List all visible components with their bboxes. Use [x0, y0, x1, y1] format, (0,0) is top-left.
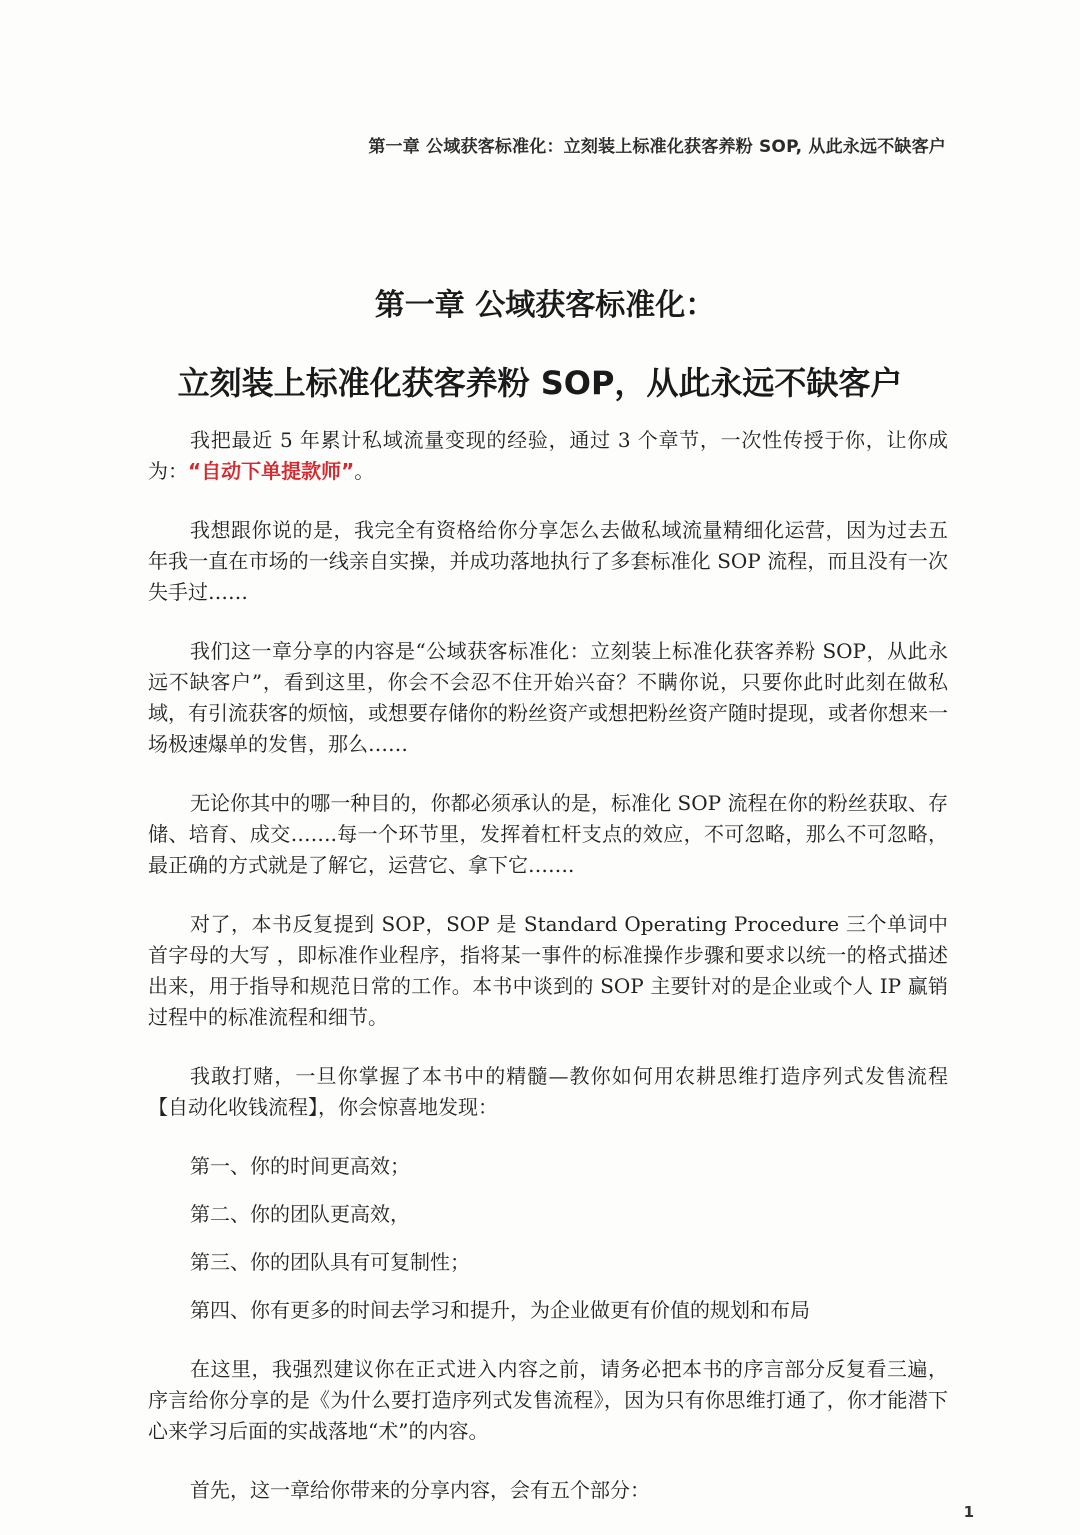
list-item: 第四、你有更多的时间去学习和提升，为企业做更有价值的规划和布局	[190, 1298, 810, 1322]
chapter-title-line1: 第一章 公域获客标准化：	[374, 288, 716, 323]
list-item: 第二、你的团队更高效，	[190, 1202, 410, 1226]
paragraph-sop-importance: 无论你其中的哪一种目的，你都必须承认的是，标准化 SOP 流程在你的粉丝获取、存储、培育、成交…….每一个环节里，发挥着杠杆支点的效应，不可忽略，那么不可忽略，最正确的方式就是了解它，运营它、拿下它…….	[148, 791, 948, 877]
paragraph-sop-definition: 对了，本书反复提到 SOP，SOP 是 Standard Operating Procedure 三个单词中首字母的大写 ，即标准作业程序，指将某一事件的标准操作步骤和要求以统一的格式描述出来，用于指导和规范日常的工作。本书中谈到的 SOP 主要针对的是企业或个人 IP 赢销过程中的标准流程和细节。	[148, 912, 948, 1029]
paragraph-bet: 我敢打赌，一旦你掌握了本书中的精髓—教你如何用农耕思维打造序列式发售流程【自动化收钱流程】，你会惊喜地发现：	[148, 1064, 948, 1119]
paragraph-qualification: 我想跟你说的是，我完全有资格给你分享怎么去做私域流量精细化运营，因为过去五年我一直在市场的一线亲自实操，并成功落地执行了多套标准化 SOP 流程，而且没有一次失手过……	[148, 518, 948, 604]
list-item: 第一、你的时间更高效；	[190, 1154, 410, 1178]
paragraph-recommendation: 在这里，我强烈建议你在正式进入内容之前，请务必把本书的序言部分反复看三遍，序言给你分享的是《为什么要打造序列式发售流程》，因为只有你思维打通了，你才能潜下心来学习后面的实战落地“术”的内容。	[148, 1357, 948, 1443]
body-text	[148, 425, 948, 1534]
chapter-title-line2: 立刻装上标准化获客养粉 SOP，从此永远不缺客户	[177, 364, 903, 402]
running-header: 第一章 公域获客标准化：立刻装上标准化获客养粉 SOP, 从此永远不缺客户	[368, 137, 946, 157]
highlight-phrase: “自动下单提款师”	[188, 459, 355, 483]
paragraph-intro-end: 。	[354, 459, 375, 483]
paragraph-outline: 首先，这一章给你带来的分享内容，会有五个部分：	[190, 1478, 650, 1502]
paragraph-intro	[148, 425, 948, 487]
list-item: 第三、你的团队具有可复制性；	[190, 1250, 470, 1274]
paragraph-intro-text: 我把最近 5 年累计私域流量变现的经验，通过 3 个章节，一次性传授于你，让你成为：	[148, 428, 948, 483]
paragraph-chapter-topic: 我们这一章分享的内容是“公域获客标准化：立刻装上标准化获客养粉 SOP，从此永远不缺客户”，看到这里，你会不会忍不住开始兴奋？不瞒你说，只要你此时此刻在做私域，有引流获客的烦恼，或想要存储你的粉丝资产或想把粉丝资产随时提现，或者你想来一场极速爆单的发售，那么……	[148, 639, 948, 756]
page-number: 1	[963, 1503, 974, 1521]
